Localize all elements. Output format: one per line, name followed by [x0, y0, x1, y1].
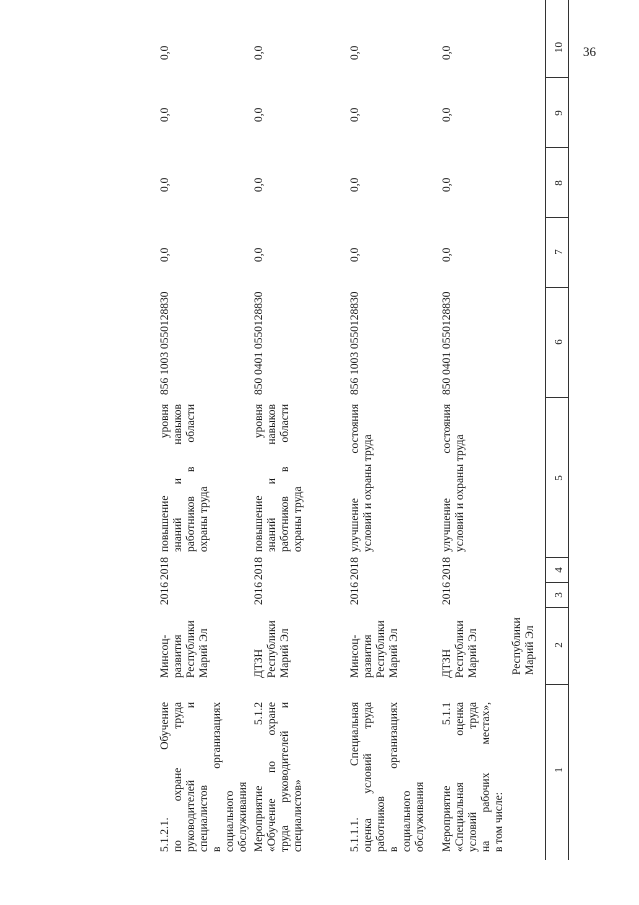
row-4-column-1-cell: [159, 702, 250, 852]
column-header-2: 2: [553, 642, 565, 648]
cell-text-line: Республики: [454, 620, 466, 678]
cell-text-line: Республики: [375, 620, 387, 678]
row-2-column-2-cell: [349, 608, 401, 678]
row-3-column-7-cell: 0,0: [253, 247, 265, 262]
cell-text-line: руководителей и: [185, 702, 197, 852]
cell-text-line: обслуживания: [414, 781, 426, 852]
cell-text-line: труда руководителей и: [279, 702, 291, 852]
cell-text-line: «Специальная оценка: [454, 702, 466, 852]
row-1-column-1-cell: [441, 702, 506, 852]
row-2-column-7-cell: 0,0: [349, 247, 361, 262]
column-header-9: 9: [553, 110, 565, 116]
row-3-column-8-cell: 0,0: [253, 177, 265, 192]
row-3-column-4-cell: 2018: [253, 557, 265, 580]
cell-text-line: Минсоц-: [349, 634, 361, 678]
cell-text-line: Мероприятие 5.1.1: [441, 702, 453, 852]
cell-text-line: знаний и навыков: [266, 404, 278, 552]
row-2-column-6-cell: 856 1003 0550128830: [349, 291, 361, 395]
cell-text-line: социального: [401, 790, 413, 852]
cell-text-line: в организациях: [211, 702, 223, 852]
cell-text-line: «Обучение по охране: [266, 702, 278, 852]
row-3-column-1-cell: [253, 702, 305, 852]
row-2-column-9-cell: 0,0: [349, 107, 361, 122]
cell-text-line: работников в области: [279, 404, 291, 552]
row-1-column-8-cell: 0,0: [441, 177, 453, 192]
cell-text-line: условий труда: [467, 702, 479, 852]
row-1-column-3-cell: 2016: [441, 582, 453, 605]
cell-text-line: условий и охраны труда: [362, 434, 374, 552]
cell-text-line: 5.1.1.1. Специальная: [349, 702, 361, 852]
col-divider: [545, 397, 569, 398]
col-divider: [545, 557, 569, 558]
cell-text-line: развития: [172, 634, 184, 678]
cell-text-line: работников: [375, 796, 387, 852]
cell-text-line: оценка условий труда: [362, 702, 374, 852]
row-3-column-10-cell: 0,0: [253, 45, 265, 60]
row-4-column-5-cell: [159, 404, 211, 552]
row-2-column-10-cell: 0,0: [349, 45, 361, 60]
cell-text-line: на рабочих местах»,: [480, 702, 492, 852]
row-4-column-10-cell: 0,0: [159, 45, 171, 60]
col-divider: [545, 582, 569, 583]
cell-text-line: Республики: [266, 620, 278, 678]
column-header-4: 4: [553, 567, 565, 573]
col-divider: [545, 287, 569, 288]
column-header-10: 10: [553, 42, 565, 53]
cell-text-line: знаний и навыков: [172, 404, 184, 552]
row-4-column-2-cell: [159, 608, 211, 678]
row-4-column-6-cell: 856 1003 0550128830: [159, 291, 171, 395]
cell-text-line: Мероприятие 5.1.2: [253, 702, 265, 852]
cell-text-line: ДТЗН: [441, 649, 453, 678]
cell-text-line: охраны труда: [292, 486, 304, 552]
row-4-column-7-cell: 0,0: [159, 247, 171, 262]
column-header-7: 7: [553, 249, 565, 255]
cell-text-line: в организациях: [388, 702, 400, 852]
row-1-column-9-cell: 0,0: [441, 107, 453, 122]
cell-text-line: работников в области: [185, 404, 197, 552]
rotated-table-page: [33, 0, 608, 860]
row-2-column-1-cell: [349, 702, 427, 852]
row-1-column-4-cell: 2018: [441, 557, 453, 580]
col-divider: [545, 607, 569, 608]
header-bottom-border: [545, 0, 546, 860]
table-top-border: [568, 0, 569, 860]
row-1-column-5-cell: [441, 404, 467, 552]
row-2-column-5-cell: [349, 404, 375, 552]
cell-text-line: Республики: [185, 620, 197, 678]
cell-text-line: Марий Эл: [388, 628, 400, 678]
row-4-column-4-cell: 2018: [159, 557, 171, 580]
row-3-column-3-cell: 2016: [253, 582, 265, 605]
row-2-column-4-cell: 2018: [349, 557, 361, 580]
cell-text-line: повышение уровня: [159, 404, 171, 552]
cell-text-line: специалистов: [198, 785, 210, 852]
cell-text-line: улучшение состояния: [349, 404, 361, 552]
cell-text-line: по охране труда: [172, 702, 184, 852]
row-1-column-10-cell: 0,0: [441, 45, 453, 60]
col-divider: [545, 684, 569, 685]
cell-text-line: социального: [224, 790, 236, 852]
cell-text-line: в том числе:: [493, 792, 505, 852]
row-2-column-3-cell: 2016: [349, 582, 361, 605]
row-1-column-6-cell: 850 0401 0550128830: [441, 291, 453, 395]
row-3-column-5-cell: [253, 404, 305, 552]
cell-text-line: Минсоц-: [159, 634, 171, 678]
cell-text-line: 5.1.2.1. Обучение: [159, 702, 171, 852]
row-4-column-8-cell: 0,0: [159, 177, 171, 192]
cell-text-line: специалистов»: [292, 779, 304, 852]
cell-text-line: ДТЗН: [253, 649, 265, 678]
carry-over-organization: Республики Марий Эл: [511, 617, 536, 675]
col-divider: [545, 217, 569, 218]
cell-text-line: охраны труда: [198, 486, 210, 552]
column-header-8: 8: [553, 180, 565, 186]
row-4-column-3-cell: 2016: [159, 582, 171, 605]
cell-text-line: Марий Эл: [198, 628, 210, 678]
row-1-column-2-cell: [441, 608, 480, 678]
row-3-column-6-cell: 850 0401 0550128830: [253, 291, 265, 395]
cell-text-line: обслуживания: [237, 781, 249, 852]
cell-text-line: развития: [362, 634, 374, 678]
page-number: 36: [583, 44, 596, 59]
column-header-6: 6: [553, 339, 565, 345]
cell-text-line: Марий Эл: [279, 628, 291, 678]
cell-text-line: повышение уровня: [253, 404, 265, 552]
row-3-column-2-cell: [253, 608, 292, 678]
cell-text-line: Марий Эл: [467, 628, 479, 678]
column-header-3: 3: [553, 592, 565, 598]
row-2-column-8-cell: 0,0: [349, 177, 361, 192]
column-header-5: 5: [553, 475, 565, 481]
col-divider: [545, 147, 569, 148]
cell-text-line: условий и охраны труда: [454, 434, 466, 552]
row-3-column-9-cell: 0,0: [253, 107, 265, 122]
col-divider: [545, 77, 569, 78]
column-header-1: 1: [553, 767, 565, 773]
row-4-column-9-cell: 0,0: [159, 107, 171, 122]
cell-text-line: улучшение состояния: [441, 404, 453, 552]
row-1-column-7-cell: 0,0: [441, 247, 453, 262]
